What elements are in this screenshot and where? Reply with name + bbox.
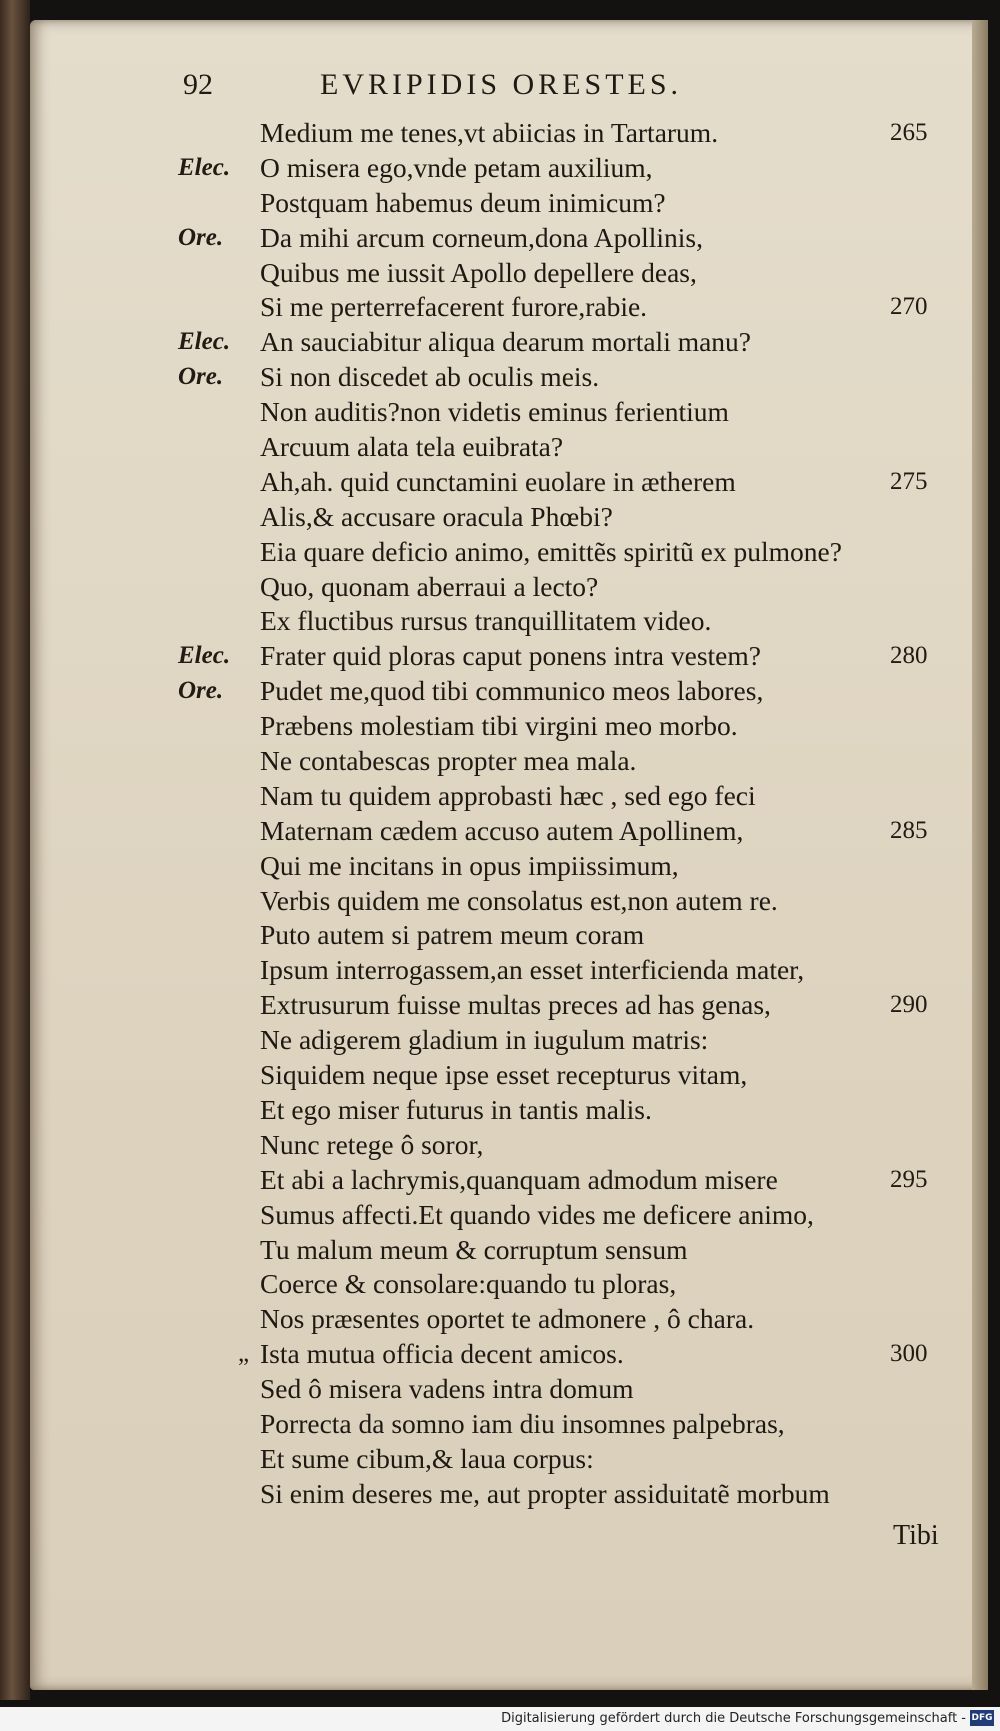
verse-line [0,465,1000,500]
verse-line [0,186,1000,221]
verse-line [0,814,1000,849]
verse-text-line: Nam tu quidem approbasti hæc , sed ego feci [260,779,756,811]
line-number: 275 [890,467,928,495]
line-number: 290 [890,991,928,1019]
verse-line [0,256,1000,291]
page-header [0,68,1000,108]
verse-line [0,1372,1000,1407]
verse-line [0,744,1000,779]
verse-line [0,918,1000,953]
verse-text-line: Ne contabescas propter mea mala. [260,745,637,777]
verse-text-line: Verbis quidem me consolatus est,non autem re. [260,884,778,916]
verse-text-line: Quo, quonam aberraui a lecto? [260,570,599,602]
verse-text-line: Si non discedet ab oculis meis. [260,361,600,393]
running-title: EVRIPIDIS ORESTES. [320,68,683,101]
verse-line [0,1198,1000,1233]
verse-line [0,639,1000,674]
verse-text-line: Maternam cædem accuso autem Apollinem, [260,814,744,846]
verse-text-line: Arcuum alata tela euibrata? [260,431,564,463]
verse-text-line: Et sume cibum,& laua corpus: [260,1442,594,1474]
verse-line [0,988,1000,1023]
verse-text [0,116,1000,1512]
verse-line [0,884,1000,919]
verse-text-line: Ista mutua officia decent amicos. [260,1338,624,1370]
verse-line [0,1163,1000,1198]
line-number: 295 [890,1165,928,1193]
verse-line [0,674,1000,709]
verse-text-line: Et ego miser futurus in tantis malis. [260,1093,652,1125]
page-number: 92 [183,68,213,101]
line-number: 300 [890,1340,928,1368]
speaker-label: Ore. [178,223,224,251]
verse-line [0,849,1000,884]
funding-credit: Digitalisierung gefördert durch die Deutsche Forschungsgemeinschaft - [501,1711,966,1726]
verse-text-line: Extrusurum fuisse multas preces ad has genas, [260,989,771,1021]
speaker-label: Ore. [178,363,224,391]
line-number: 280 [890,642,928,670]
dfg-logo-icon: DFG [970,1710,994,1726]
verse-text-line: Tu malum meum & corruptum sensum [260,1233,688,1265]
line-number: 265 [890,119,928,146]
verse-text-line: Quibus me iussit Apollo depellere deas, [260,256,697,288]
verse-text-line: Siquidem neque ipse esset recepturus vitam, [260,1059,748,1091]
verse-line [0,221,1000,256]
verse-text-line: Coerce & consolare:quando tu ploras, [260,1268,677,1300]
verse-line [0,535,1000,570]
verse-text-line: Non auditis?non videtis eminus ferientium [260,396,729,428]
verse-line [0,1267,1000,1302]
verse-text-line: Alis,& accusare oracula Phœbi? [260,500,613,532]
verse-text-line: Medium me tenes,vt abiicias in Tartarum. [260,117,719,148]
verse-text-line: Eia quare deficio animo, emittẽs spiritũ ex pulmone? [260,535,842,567]
verse-text-line: Nos præsentes oportet te admonere , ô chara. [260,1303,755,1335]
verse-line [0,604,1000,639]
verse-text-line: Postquam habemus deum inimicum? [260,186,666,218]
verse-text-line: Si me perterrefacerent furore,rabie. [260,291,648,323]
verse-line [0,1407,1000,1442]
verse-text-line: Ne adigerem gladium in iugulum matris: [260,1024,709,1056]
verse-line [0,570,1000,605]
verse-text-line: Nunc retege ô soror, [260,1128,484,1160]
footer-bar [0,1707,1000,1731]
verse-text-line: Puto autem si patrem meum coram [260,919,645,951]
verse-text-line: Ipsum interrogassem,an esset interficienda mater, [260,954,805,986]
verse-line [0,360,1000,395]
verse-line [0,1128,1000,1163]
verse-line [0,1442,1000,1477]
verse-text-line: Sumus affecti.Et quando vides me deficere animo, [260,1198,814,1230]
verse-line [0,116,1000,151]
verse-line [0,325,1000,360]
catchword: Tibi [893,1520,939,1551]
verse-line [0,290,1000,325]
verse-text-line: Da mihi arcum corneum,dona Apollinis, [260,221,703,253]
verse-text-line: Et abi a lachrymis,quanquam admodum misere [260,1163,778,1195]
verse-text-line: Pudet me,quod tibi communico meos labores, [260,675,764,707]
verse-line [0,1093,1000,1128]
speaker-label: Ore. [178,677,224,705]
verse-line [0,395,1000,430]
verse-text-line: Si enim deseres me, aut propter assiduitatẽ morbum [260,1477,830,1509]
verse-line [0,1023,1000,1058]
verse-line [0,1337,1000,1372]
verse-line [0,500,1000,535]
verse-line [0,1477,1000,1512]
verse-line [0,1302,1000,1337]
verse-line [0,779,1000,814]
verse-line [0,953,1000,988]
verse-text-line: Ah,ah. quid cunctamini euolare in ætherem [260,465,736,497]
verse-line [0,151,1000,186]
verse-text-line: O misera ego,vnde petam auxilium, [260,151,653,183]
verse-line [0,1233,1000,1268]
verse-text-line: Qui me incitans in opus impiissimum, [260,849,679,881]
speaker-label: Elec. [178,328,231,356]
speaker-label: Elec. [178,642,231,670]
verse-line [0,709,1000,744]
verse-line [0,1058,1000,1093]
verse-line [0,430,1000,465]
line-number: 270 [890,293,928,321]
verse-text-line: Præbens molestiam tibi virgini meo morbo. [260,710,738,742]
verse-text-line: Frater quid ploras caput ponens intra vestem? [260,640,761,672]
speaker-label: Elec. [178,153,231,181]
verse-text-line: Ex fluctibus rursus tranquillitatem video. [260,605,712,637]
verse-text-line: An sauciabitur aliqua dearum mortali manu? [260,326,752,358]
quotation-mark: „ [238,1340,250,1368]
verse-text-line: Sed ô misera vadens intra domum [260,1373,634,1405]
line-number: 285 [890,816,928,844]
verse-text-line: Porrecta da somno iam diu insomnes palpebras, [260,1407,785,1439]
